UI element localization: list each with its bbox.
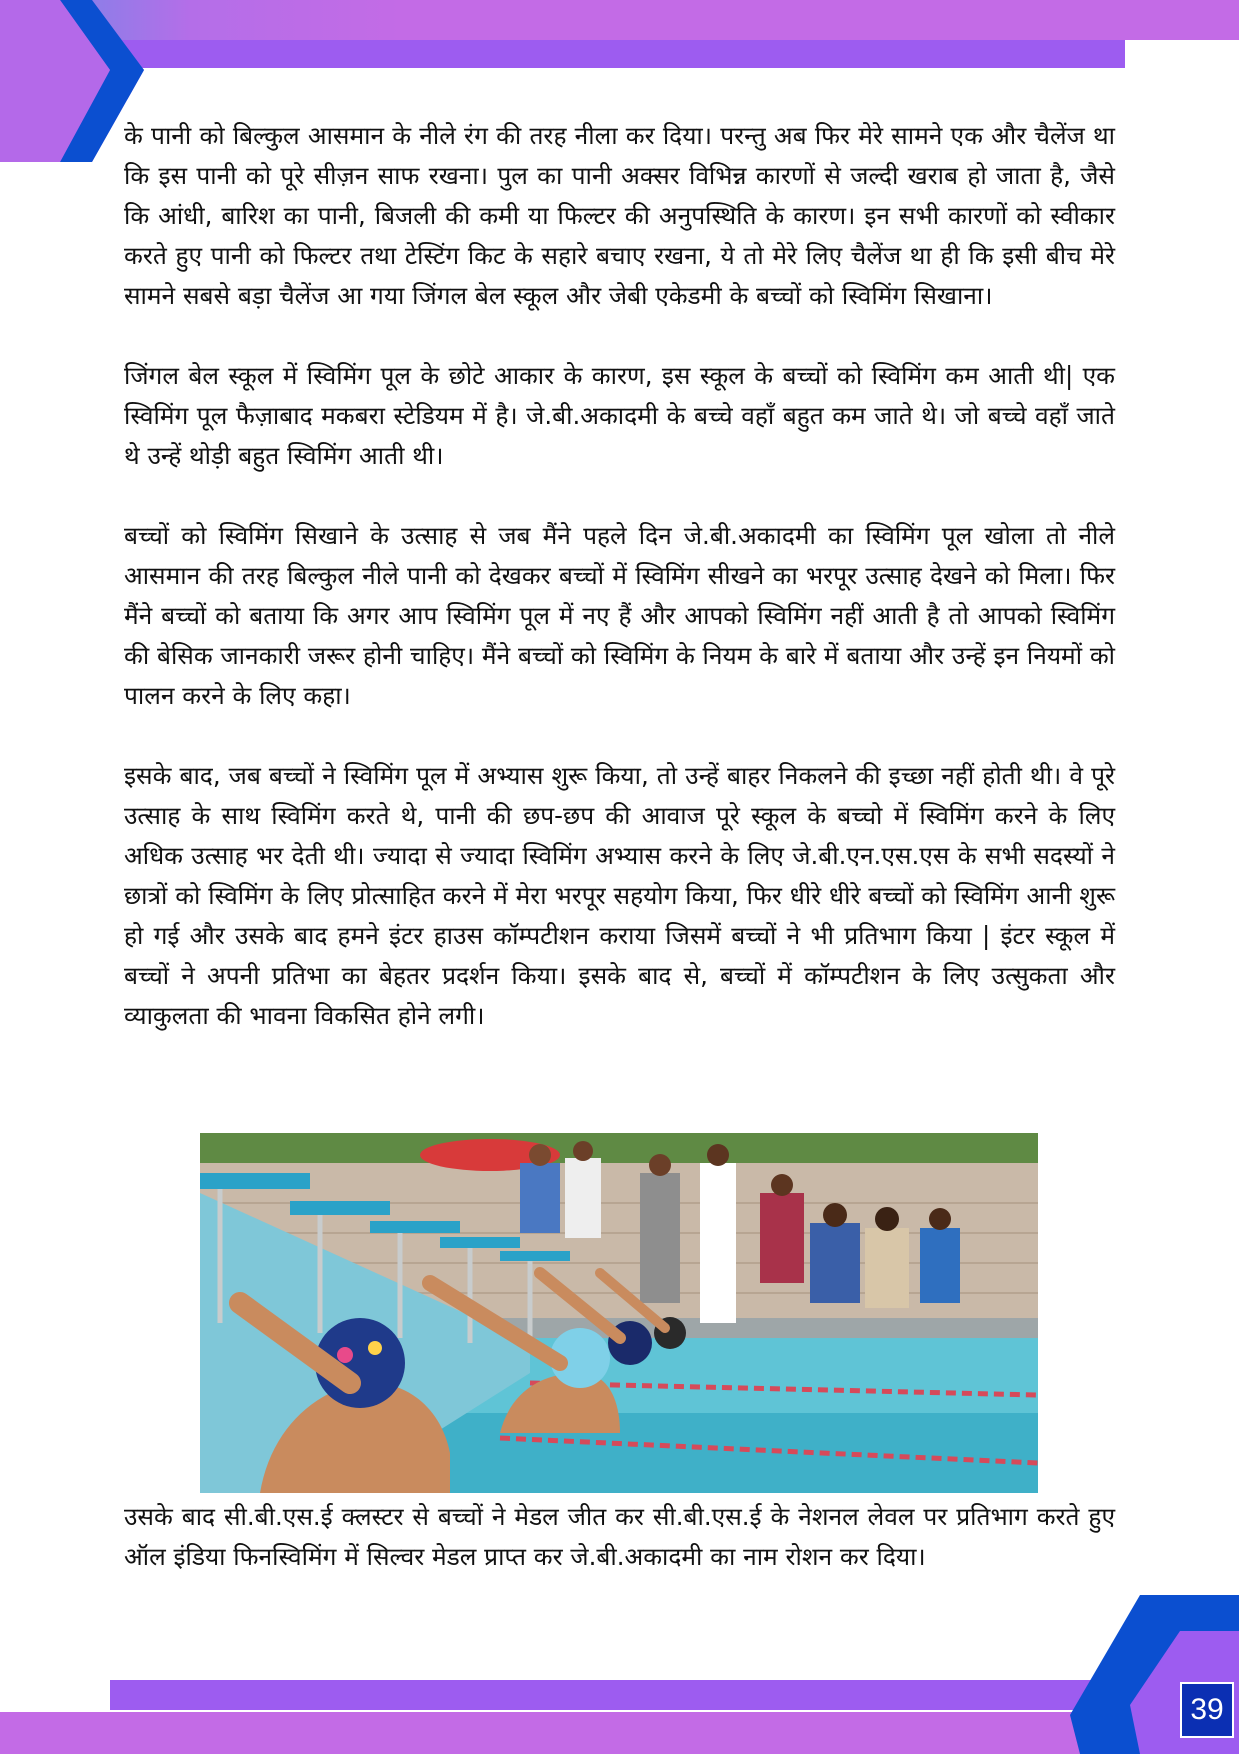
- header-decoration-band: [0, 0, 1239, 40]
- swimming-pool-photo: [200, 1133, 1038, 1493]
- page-number: 39: [1180, 1682, 1234, 1738]
- closing-paragraph: उसके बाद सी.बी.एस.ई क्लस्टर से बच्चों ने मेडल जीत कर सी.बी.एस.ई के नेशनल लेवल पर प्रतिभाग करते हुए ऑल इंडिया फिनस्विमिंग में सिल्वर मेडल प्राप्त कर जे.बी.अकादमी का नाम रोशन कर दिया।: [124, 1502, 1115, 1571]
- paragraph-2: जिंगल बेल स्कूल में स्विमिंग पूल के छोटे आकार के कारण, इस स्कूल के बच्चों को स्विमिंग कम आती थी| एक स्विमिंग पूल फैज़ाबाद मकबरा स्टेडियम में है। जे.बी.अकादमी के बच्चे वहाँ बहुत कम जाते थे। जो बच्चे वहाँ जाते थे उन्हें थोड़ी बहुत स्विमिंग आती थी।: [124, 361, 1115, 470]
- paragraph-4: इसके बाद, जब बच्चों ने स्विमिंग पूल में अभ्यास शुरू किया, तो उन्हें बाहर निकलने की इच्छा नहीं होती थी। वे पूरे उत्साह के साथ स्विमिंग करते थे, पानी की छप-छप की आवाज पूरे स्कूल के बच्चो में स्विमिंग करने के लिए अधिक उत्साह भर देती थी। ज्यादा से ज्यादा स्विमिंग अभ्यास करने के लिए जे.बी.एन.एस.एस के सभी सदस्यों ने छात्रों को स्विमिंग के लिए प्रोत्साहित करने में मेरा भरपूर सहयोग किया, फिर धीरे धीरे बच्चों को स्विमिंग आनी शुरू हो गई और उसके बाद हमने इंटर हाउस कॉम्पटीशन कराया जिसमें बच्चों ने भी प्रतिभाग किया | इंटर स्कूल में बच्चों ने अपनी प्रतिभा का बेहतर प्रदर्शन किया। इसके बाद से, बच्चों में कॉम्पटीशन के लिए उत्सुकता और व्याकुलता की भावना विकसित होने लगी।: [124, 761, 1115, 1030]
- header-decoration-bar: [120, 40, 1125, 68]
- article-body: [124, 116, 1115, 1036]
- paragraph-1: के पानी को बिल्कुल आसमान के नीले रंग की तरह नीला कर दिया। परन्तु अब फिर मेरे सामने एक और चैलेंज था कि इस पानी को पूरे सीज़न साफ रखना। पुल का पानी अक्सर विभिन्न कारणों से जल्दी खराब हो जाता है, जैसे कि आंधी, बारिश का पानी, बिजली की कमी या फिल्टर की अनुपस्थिति के कारण। इन सभी कारणों को स्वीकार करते हुए पानी को फिल्टर तथा टेस्टिंग किट के सहारे बचाए रखना, ये तो मेरे लिए चैलेंज था ही कि इसी बीच मेरे सामने सबसे बड़ा चैलेंज आ गया जिंगल बेल स्कूल और जेबी एकेडमी के बच्चों को स्विमिंग सिखाना।: [124, 121, 1115, 310]
- paragraph-3: बच्चों को स्विमिंग सिखाने के उत्साह से जब मैंने पहले दिन जे.बी.अकादमी का स्विमिंग पूल खोला तो नीले आसमान की तरह बिल्कुल नीले पानी को देखकर बच्चों में स्विमिंग सीखने का भरपूर उत्साह देखने को मिला। फिर मैंने बच्चों को बताया कि अगर आप स्विमिंग पूल में नए हैं और आपको स्विमिंग नहीं आती है तो आपको स्विमिंग की बेसिक जानकारी जरूर होनी चाहिए। मैंने बच्चों को स्विमिंग के नियम के बारे में बताया और उन्हें इन नियमों को पालन करने के लिए कहा।: [124, 521, 1115, 710]
- footer-decoration-band: [0, 1712, 1239, 1754]
